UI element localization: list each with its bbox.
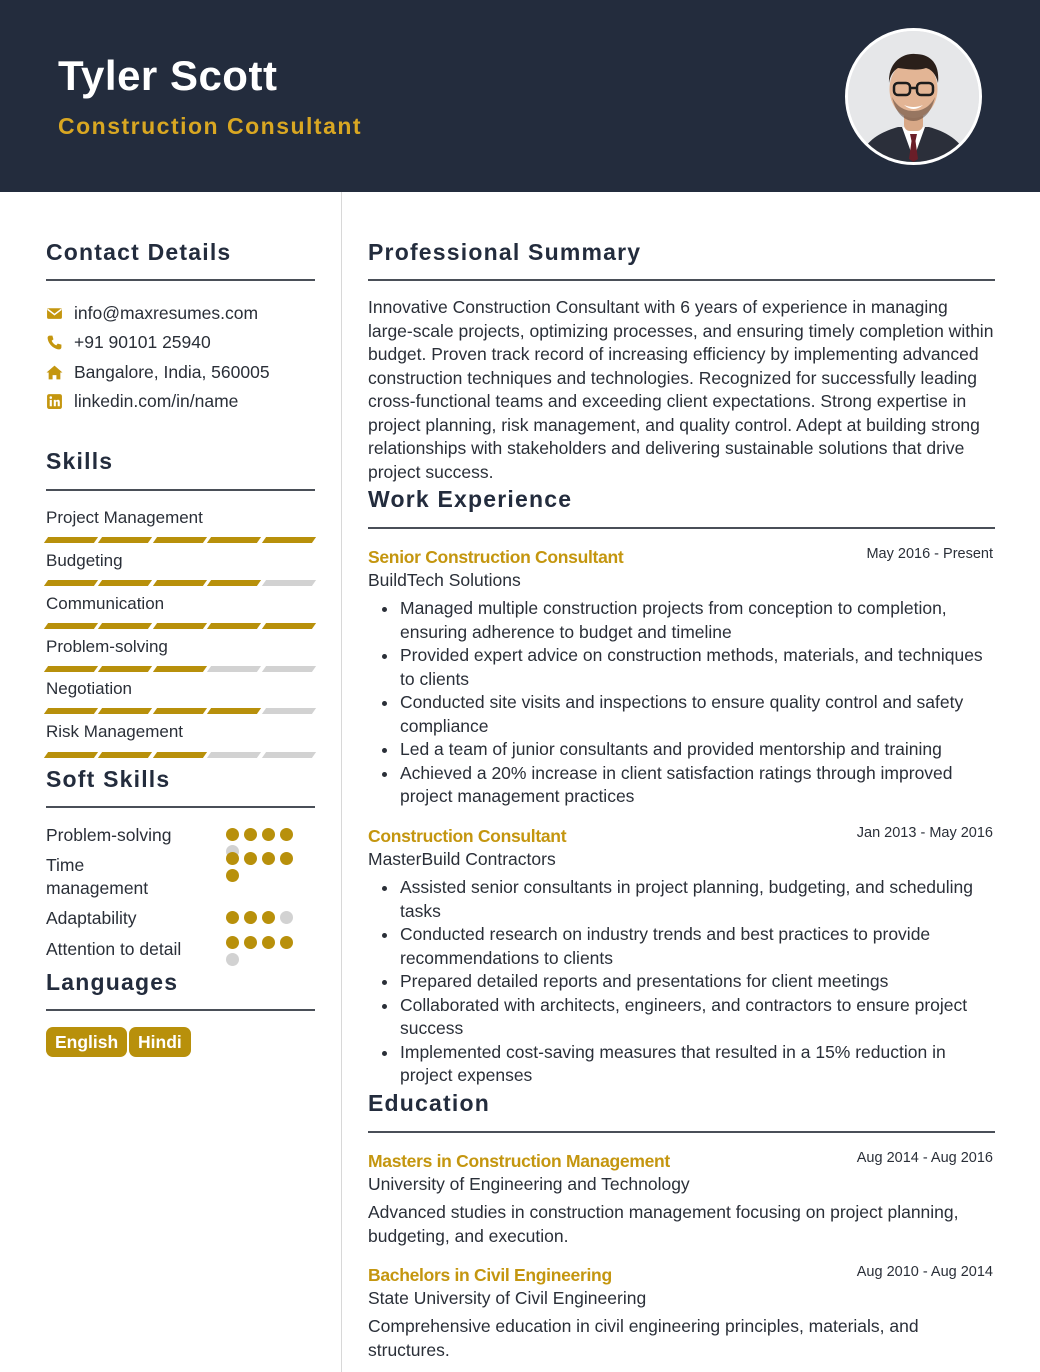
skill-level-segment [153, 666, 208, 672]
skill-level-bar [46, 537, 314, 543]
rating-dot [280, 852, 293, 865]
skill-level-segment [153, 580, 208, 586]
linkedin-icon [46, 393, 63, 410]
skill-level-bar [46, 708, 314, 714]
job-bullet: Collaborated with architects, engineers, and contractors to ensure project success [368, 994, 995, 1041]
candidate-name: Tyler Scott [58, 52, 278, 99]
soft-skill-rating [226, 936, 306, 966]
skill-name: Communication [46, 594, 165, 613]
soft-skills-section-title: Soft Skills [46, 766, 171, 792]
skill-level-segment [207, 708, 262, 714]
skill-level-segment [207, 623, 262, 629]
rating-dot [262, 911, 275, 924]
languages-section-title: Languages [46, 969, 179, 995]
skill-level-segment [207, 752, 262, 758]
skill-level-segment [98, 623, 153, 629]
skill-level-segment [262, 666, 317, 672]
skill-name: Budgeting [46, 551, 123, 570]
contact-phone [46, 330, 211, 354]
contact-email-text: info@maxresumes.com [74, 302, 259, 323]
skill-name: Negotiation [46, 679, 133, 698]
summary-section-title: Professional Summary [368, 239, 642, 265]
skill-level-segment [44, 708, 99, 714]
contact-address [46, 360, 270, 384]
job-bullet: Prepared detailed reports and presentations for client meetings [368, 970, 995, 994]
degree-dates: Aug 2010 - Aug 2014 [856, 1264, 993, 1280]
language-tag-hindi: Hindi [129, 1027, 191, 1057]
skill-level-segment [262, 708, 317, 714]
job-title: Construction Consultant [368, 826, 567, 846]
skill-level-segment [153, 752, 208, 758]
phone-icon [46, 334, 63, 351]
envelope-icon [46, 305, 63, 322]
language-tag-english: English [46, 1027, 127, 1057]
soft-skill-name: Time management [46, 855, 149, 898]
education-rule [368, 1131, 995, 1133]
languages-rule [46, 1009, 315, 1011]
skill-level-segment [98, 580, 153, 586]
skill-level-segment [207, 580, 262, 586]
skill-level-segment [44, 623, 99, 629]
rating-dot [280, 911, 293, 924]
job-dates: Jan 2013 - May 2016 [856, 825, 993, 841]
skill-level-segment [44, 537, 99, 543]
job-dates: May 2016 - Present [866, 546, 993, 562]
profile-photo [845, 28, 982, 165]
skill-name: Problem-solving [46, 637, 168, 656]
experience-rule [368, 527, 995, 529]
skill-level-segment [262, 537, 317, 543]
home-icon [46, 364, 63, 381]
contact-address-text: Bangalore, India, 560005 [74, 361, 270, 382]
skill-level-segment [98, 537, 153, 543]
skill-level-segment [153, 537, 208, 543]
skill-level-bar [46, 623, 314, 629]
contact-linkedin[interactable] [46, 389, 238, 413]
skill-level-segment [207, 666, 262, 672]
soft-skill-name: Problem-solving [46, 825, 172, 845]
skills-rule [46, 489, 315, 491]
skill-level-segment [262, 580, 317, 586]
degree-title: Masters in Construction Management [368, 1151, 670, 1171]
contact-phone-text: +91 90101 25940 [74, 331, 211, 352]
rating-dot [244, 911, 257, 924]
job-bullet: Implemented cost-saving measures that resulted in a 15% reduction in project expenses [368, 1041, 995, 1088]
degree-description: Advanced studies in construction management focusing on project planning, budgeting, and execution. [368, 1202, 959, 1246]
degree-title: Bachelors in Civil Engineering [368, 1265, 612, 1285]
school-name: State University of Civil Engineering [368, 1288, 647, 1308]
job-bullet: Led a team of junior consultants and provided mentorship and training [368, 738, 995, 762]
soft-skill-name: Attention to detail [46, 939, 182, 959]
job-bullets [368, 597, 995, 809]
skill-level-bar [46, 752, 314, 758]
rating-dot [262, 936, 275, 949]
skill-level-bar [46, 580, 314, 586]
skill-level-segment [262, 752, 317, 758]
skill-name: Risk Management [46, 722, 184, 741]
skill-level-segment [44, 666, 99, 672]
contact-rule [46, 279, 315, 281]
job-company: MasterBuild Contractors [368, 849, 556, 869]
rating-dot [226, 869, 239, 882]
rating-dot [280, 828, 293, 841]
rating-dot [226, 911, 239, 924]
skills-section-title: Skills [46, 448, 114, 474]
skill-level-segment [153, 708, 208, 714]
skill-level-segment [207, 537, 262, 543]
candidate-role: Construction Consultant [58, 113, 363, 139]
skill-level-segment [98, 752, 153, 758]
skill-name: Project Management [46, 508, 203, 527]
degree-description: Comprehensive education in civil engineering principles, materials, and structures. [368, 1316, 919, 1360]
rating-dot [226, 953, 239, 966]
soft-skills-rule [46, 806, 315, 808]
job-bullet: Achieved a 20% increase in client satisfaction ratings through improved project management practices [368, 762, 995, 809]
rating-dot [244, 828, 257, 841]
summary-text: Innovative Construction Consultant with 6 years of experience in managing large-scale projects, optimizing processes, and ensuring timely completion within budget. Proven track record of increasing efficiency by implementing advanced construction techniques and technologies. Recognized for successfully leading cross-functional teams and exceeding client expectations. Strong expertise in project planning, risk management, and quality control. Adept at building strong relationships with stakeholders and delivering sustainable solutions that drive project success. [368, 297, 994, 482]
job-bullets [368, 876, 995, 1088]
job-title: Senior Construction Consultant [368, 547, 624, 567]
job-bullet: Conducted research on industry trends and best practices to provide recommendations to clients [368, 923, 995, 970]
resume-header [0, 0, 1040, 192]
degree-dates: Aug 2014 - Aug 2016 [856, 1150, 993, 1166]
rating-dot [226, 936, 239, 949]
skill-level-segment [98, 666, 153, 672]
rating-dot [244, 936, 257, 949]
skill-level-segment [44, 752, 99, 758]
skill-level-segment [153, 623, 208, 629]
summary-rule [368, 279, 995, 281]
skill-level-segment [262, 623, 317, 629]
soft-skill-rating [226, 911, 306, 924]
job-bullet: Managed multiple construction projects from conception to completion, ensuring adherence to budget and timeline [368, 597, 995, 644]
skill-level-segment [44, 580, 99, 586]
rating-dot [226, 852, 239, 865]
rating-dot [226, 828, 239, 841]
profile-portrait-icon [848, 31, 979, 162]
rating-dot [244, 852, 257, 865]
rating-dot [280, 936, 293, 949]
contact-linkedin-text[interactable]: linkedin.com/in/name [74, 390, 239, 411]
skill-level-segment [98, 708, 153, 714]
skill-level-bar [46, 666, 314, 672]
contact-section-title: Contact Details [46, 239, 232, 265]
experience-section-title: Work Experience [368, 486, 573, 512]
education-section-title: Education [368, 1090, 490, 1116]
job-bullet: Provided expert advice on construction methods, materials, and techniques to clients [368, 644, 995, 691]
job-bullet: Assisted senior consultants in project planning, budgeting, and scheduling tasks [368, 876, 995, 923]
rating-dot [262, 828, 275, 841]
job-bullet: Conducted site visits and inspections to ensure quality control and safety compliance [368, 691, 995, 738]
soft-skill-rating [226, 852, 306, 882]
column-divider [341, 192, 342, 1372]
contact-email [46, 301, 258, 325]
job-company: BuildTech Solutions [368, 570, 521, 590]
rating-dot [262, 852, 275, 865]
school-name: University of Engineering and Technology [368, 1174, 690, 1194]
soft-skill-name: Adaptability [46, 908, 137, 928]
